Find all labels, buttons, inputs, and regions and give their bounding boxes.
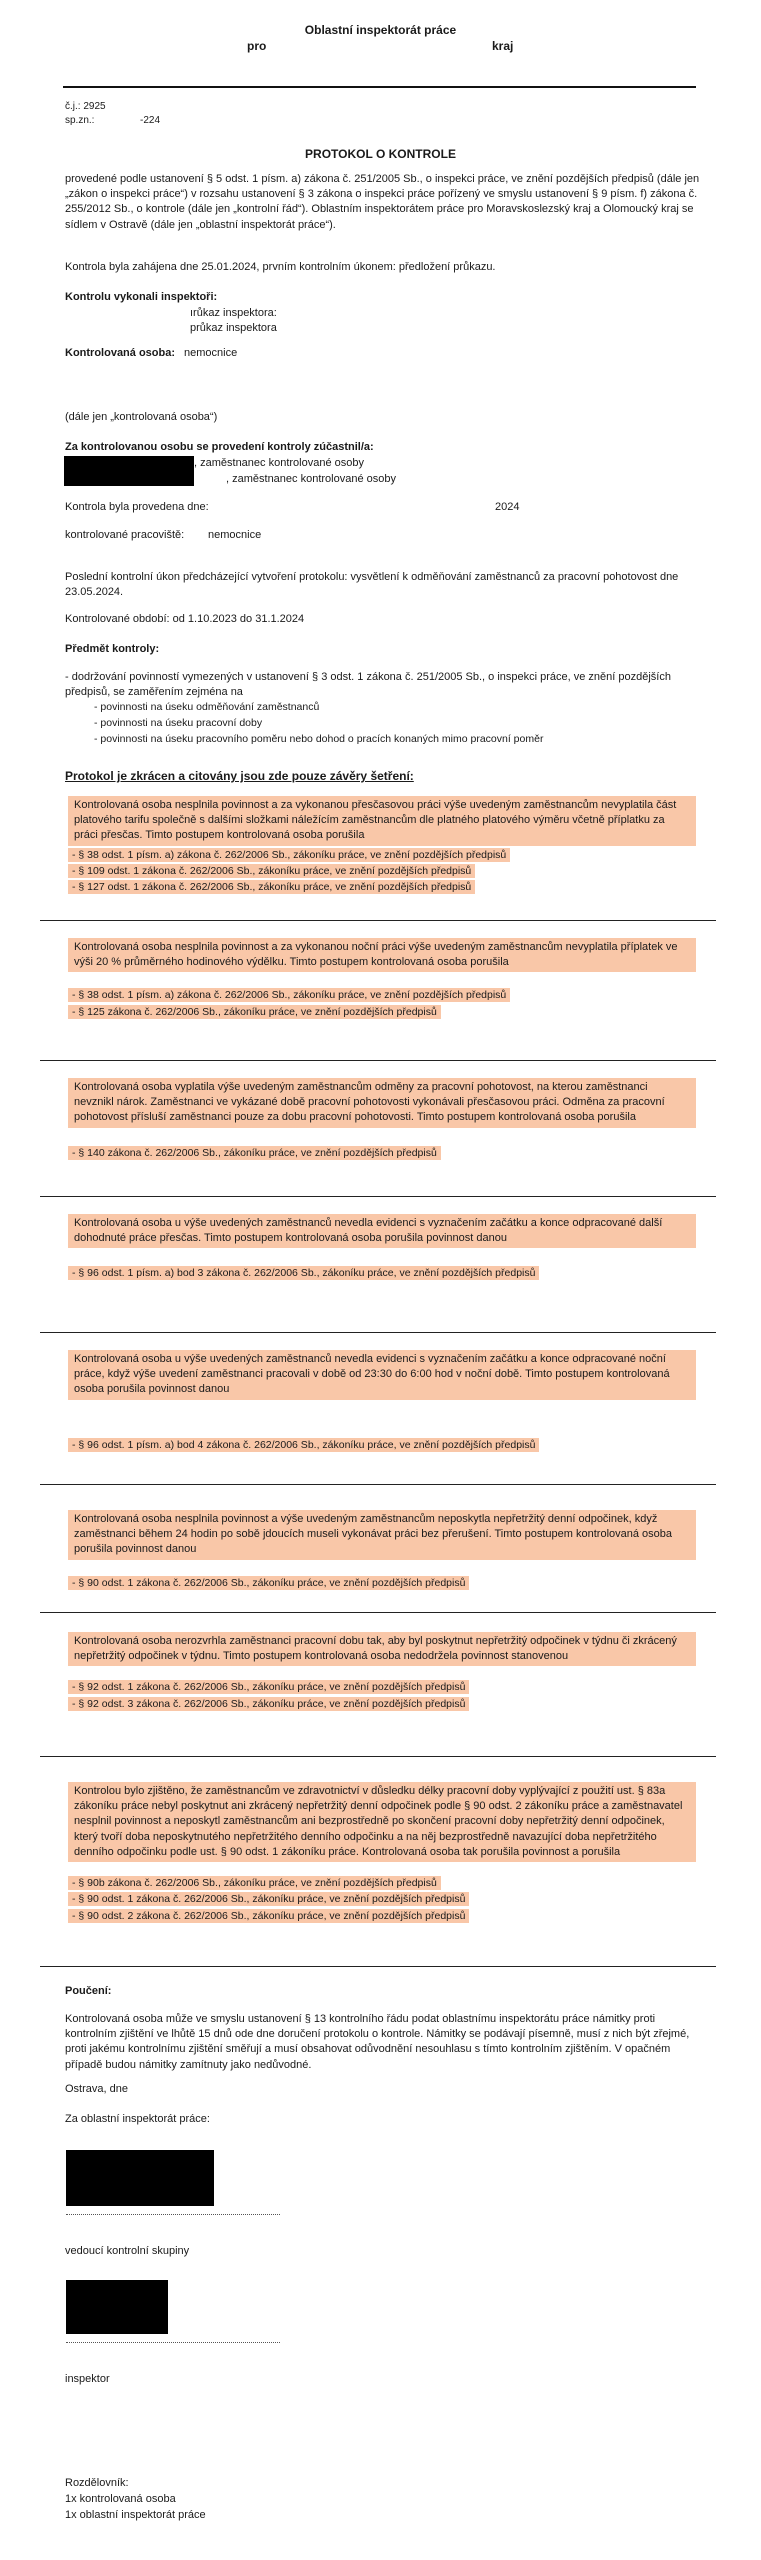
subject-item: - povinnosti na úseku pracovní doby (94, 717, 263, 729)
header-rule (63, 86, 696, 88)
authority-kraj: kraj (492, 39, 514, 53)
distribution-item: 1x kontrolovaná osoba (65, 2493, 176, 2505)
file-mark-value: -224 (140, 115, 161, 126)
subject-item: - povinnosti na úseku odměňování zaměstnanců (94, 701, 320, 713)
signature-role-2: inspektor (65, 2373, 110, 2385)
finding-text: Kontrolou bylo zjištěno, že zaměstnancům ve zdravotnictví v důsledku délky pracovní doby vyplývající z použití ust. § 83a zákoníku práce nebyl poskytnut ani zkrácený nepřetržitý denní odpočinek podle § 90 odst. 2 zákoníku práce a zaměstnavatel nesplnil povinnost a neposkytl zaměstnancům ani bezprostředně po skončení pracovní doby nepřetržitý denní odpočinek, který tvoří doba neposkytnutého nepřetržitého denního odpočinku a na něj bezprostředně navazující doba nepřetržitého denního odpočinku podle ust. § 90 odst. 1 zákoníku práce. Kontrolovaná osoba tak porušila povinnost a porušila (68, 1782, 696, 1862)
finding-2 (68, 938, 696, 1019)
finding-separator (40, 1756, 716, 1757)
performed-label: Kontrola byla provedena dne: (65, 501, 209, 513)
document-title: PROTOKOL O KONTROLE (305, 147, 456, 161)
signature-line (66, 2214, 280, 2215)
finding-3 (68, 1078, 696, 1160)
finding-separator (40, 1196, 716, 1197)
finding-citation: - § 38 odst. 1 písm. a) zákona č. 262/2006 Sb., zákoníku práce, ve znění pozdějších předpisů (68, 988, 696, 1002)
finding-text: Kontrolovaná osoba nesplnila povinnost a za vykonanou přesčasovou práci výše uvedeným zaměstnancům nevyplatila část platového tarifu společně s dalšími složkami náležícím zaměstnancům dle platného platového výměru včetně příplatku za práci přesčas. Timto postupem kontrolovaná osoba porušila (68, 796, 696, 846)
inspectors-heading: Kontrolu vykonali inspektoři: (65, 291, 218, 303)
finding-citation: - § 127 odst. 1 zákona č. 262/2006 Sb., zákoníku práce, ve znění pozdějších předpisů (68, 880, 696, 894)
finding-citation: - § 125 zákona č. 262/2006 Sb., zákoníku práce, ve znění pozdějších předpisů (68, 1005, 696, 1019)
finding-separator (40, 1612, 716, 1613)
finding-1 (68, 796, 696, 895)
finding-text: Kontrolovaná osoba u výše uvedených zaměstnanců nevedla evidenci s vyznačením začátku a konce odpracované noční práce, když výše uvedení zaměstnanci pracovali v době od 23:30 do 6:00 hod v noční době. Timto postupem kontrolovaná osoba porušila povinnost danou (68, 1350, 696, 1400)
subject-main: - dodržování povinností vymezených v ustanovení § 3 odst. 1 zákona č. 251/2005 Sb., o inspekci práce, ve znění pozdějších předpisů, se zaměřením zejména na (65, 671, 671, 699)
finding-separator (40, 1484, 716, 1485)
authority-pro: pro (247, 39, 267, 53)
intro-paragraph: provedené podle ustanovení § 5 odst. 1 písm. a) zákona č. 251/2005 Sb., o inspekci práce, ve znění pozdějších předpisů (dále jen „zákon o inspekci práce“) v rozsahu ustanovení § 3 zákona o inspekci práce pořízený ve smyslu ustanovení § 9 písm. f) zákona č. 255/2012 Sb., o kontrole (dále jen „kontrolní řád“). Oblastním inspektorátem práce pro Moravskoslezský kraj a Olomoucký kraj se sídlem v Ostravě (dále jen „oblastní inspektorát práce“). (65, 173, 700, 231)
finding-text: Kontrolovaná osoba u výše uvedených zaměstnanců nevedla evidenci s vyznačením začátku a konce odpracované další dohodnuté práce přesčas. Timto postupem kontrolovaná osoba porušila povinnost danou (68, 1214, 696, 1248)
finding-text: Kontrolovaná osoba nesplnila povinnost a za vykonanou noční práci výše uvedeným zaměstnancům nevyplatila příplatek ve výši 20 % průměrného hodinového výdělku. Timto postupem kontrolovaná osoba porušila (68, 938, 696, 972)
finding-citation: - § 90 odst. 1 zákona č. 262/2006 Sb., zákoníku práce, ve znění pozdějších předpisů (68, 1576, 696, 1590)
finding-7 (68, 1632, 696, 1711)
signature-redaction (66, 2150, 214, 2206)
finding-citation: - § 38 odst. 1 písm. a) zákona č. 262/2006 Sb., zákoníku práce, ve znění pozdějších předpisů (68, 848, 696, 862)
finding-text: Kontrolovaná osoba vyplatila výše uvedeným zaměstnancům odměny za pracovní pohotovost, na kterou zaměstnanci nevznikl nárok. Zaměstnanci ve vykázané době pracovní pohotovosti vykonávali přesčasovou práci. Odměna za pracovní pohotovost přísluší zaměstnanci pouze za dobu pracovní pohotovosti. Timto postupem kontrolovaná osoba porušila (68, 1078, 696, 1128)
findings-heading: Protokol je zkrácen a citovány jsou zde pouze závěry šetření: (65, 769, 414, 783)
controlled-alias: (dále jen „kontrolovaná osoba“) (65, 411, 218, 423)
signature-for: Za oblastní inspektorát práce: (65, 2113, 210, 2125)
finding-text: Kontrolovaná osoba nesplnila povinnost a výše uvedeným zaměstnancům neposkytla nepřetržitý denní odpočinek, když zaměstnanci během 24 hodin po sobě jdoucích museli vykonávat práci bez přerušení. Timto postupem kontrolovaná osoba porušila povinnost danou (68, 1510, 696, 1560)
distribution-item: 1x oblastní inspektorát práce (65, 2509, 206, 2521)
signature-redaction (66, 2280, 168, 2334)
finding-citation: - § 140 zákona č. 262/2006 Sb., zákoníku práce, ve znění pozdějších předpisů (68, 1146, 696, 1160)
subject-item: - povinnosti na úseku pracovního poměru nebo dohod o pracích konaných mimo pracovní poměr (94, 733, 544, 745)
subject-heading: Předmět kontroly: (65, 643, 160, 655)
place-date: Ostrava, dne (65, 2083, 128, 2095)
finding-citation: - § 90 odst. 2 zákona č. 262/2006 Sb., zákoníku práce, ve znění pozdějších předpisů (68, 1909, 696, 1923)
workplace-value: nemocnice (208, 529, 262, 541)
notice-heading: Poučení: (65, 1985, 112, 1997)
finding-citation: - § 96 odst. 1 písm. a) bod 3 zákona č. 262/2006 Sb., zákoníku práce, ve znění pozdějších předpisů (68, 1266, 696, 1280)
participant-1: , zaměstnanec kontrolované osoby (194, 457, 364, 469)
finding-citation: - § 109 odst. 1 zákona č. 262/2006 Sb., zákoníku práce, ve znění pozdějších předpisů (68, 864, 696, 878)
last-act-paragraph: Poslední kontrolní úkon předcházející vytvoření protokolu: vysvětlení k odměňování zaměstnanců za pracovní pohotovost dne 23.05.2024. (65, 571, 679, 599)
finding-8 (68, 1782, 696, 1923)
period-paragraph: Kontrolované období: od 1.10.2023 do 31.1.2024 (65, 613, 305, 625)
finding-citation: - § 90b zákona č. 262/2006 Sb., zákoníku práce, ve znění pozdějších předpisů (68, 1876, 696, 1890)
finding-5 (68, 1350, 696, 1452)
finding-separator (40, 920, 716, 921)
notice-paragraph: Kontrolovaná osoba může ve smyslu ustanovení § 13 kontrolního řádu podat oblastnímu inspektorátu práce námitky proti kontrolním zjištění ve lhůtě 15 dnů ode dne doručení protokolu o kontrole. Námitky se podávají písemně, musí z nich být zřejmé, proti jakému kontrolnímu zjištění směřují a musí obsahovat odůvodnění nesouhlasu s tímto kontrolním zjištěním. V opačném případě budou námitky zamítnuty jako nedůvodné. (65, 2013, 690, 2071)
signature-role-1: vedoucí kontrolní skupiny (65, 2245, 190, 2257)
performed-year: 2024 (495, 501, 520, 513)
finding-citation: - § 92 odst. 3 zákona č. 262/2006 Sb., zákoníku práce, ve znění pozdějších předpisů (68, 1697, 696, 1711)
finding-citation: - § 96 odst. 1 písm. a) bod 4 zákona č. 262/2006 Sb., zákoníku práce, ve znění pozdějších předpisů (68, 1438, 696, 1452)
finding-text: Kontrolovaná osoba nerozvrhla zaměstnanci pracovní dobu tak, aby byl poskytnut nepřetržitý odpočinek v týdnu či zkrácený nepřetržitý odpočinek v týdnu. Timto postupem kontrolovaná osoba nedodržela povinnost stanovenou (68, 1632, 696, 1666)
participants-heading: Za kontrolovanou osobu se provedení kontroly zúčastnil/a: (65, 441, 374, 453)
finding-separator (40, 1966, 716, 1967)
redaction-block (64, 456, 194, 486)
finding-citation: - § 90 odst. 1 zákona č. 262/2006 Sb., zákoníku práce, ve znění pozdějších předpisů (68, 1892, 696, 1906)
finding-6 (68, 1510, 696, 1590)
finding-separator (40, 1332, 716, 1333)
file-mark-label: sp.zn.: (65, 115, 95, 126)
inspector-1: ırůkaz inspektora: (190, 307, 277, 319)
controlled-label: Kontrolovaná osoba: (65, 347, 176, 359)
reference-number: č.j.: 2925 (65, 101, 106, 112)
participant-2: , zaměstnanec kontrolované osoby (226, 473, 396, 485)
finding-4 (68, 1214, 696, 1281)
finding-separator (40, 1060, 716, 1061)
controlled-value: nemocnice (184, 347, 238, 359)
signature-line (66, 2342, 280, 2343)
workplace-label: kontrolované pracoviště: (65, 529, 185, 541)
distribution-heading: Rozdělovník: (65, 2477, 129, 2489)
authority-title: Oblastní inspektorát práce (304, 23, 457, 37)
finding-citation: - § 92 odst. 1 zákona č. 262/2006 Sb., zákoníku práce, ve znění pozdějších předpisů (68, 1680, 696, 1694)
inspector-2: průkaz inspektora (190, 322, 277, 334)
start-paragraph: Kontrola byla zahájena dne 25.01.2024, prvním kontrolním úkonem: předložení průkazu. (65, 261, 496, 273)
